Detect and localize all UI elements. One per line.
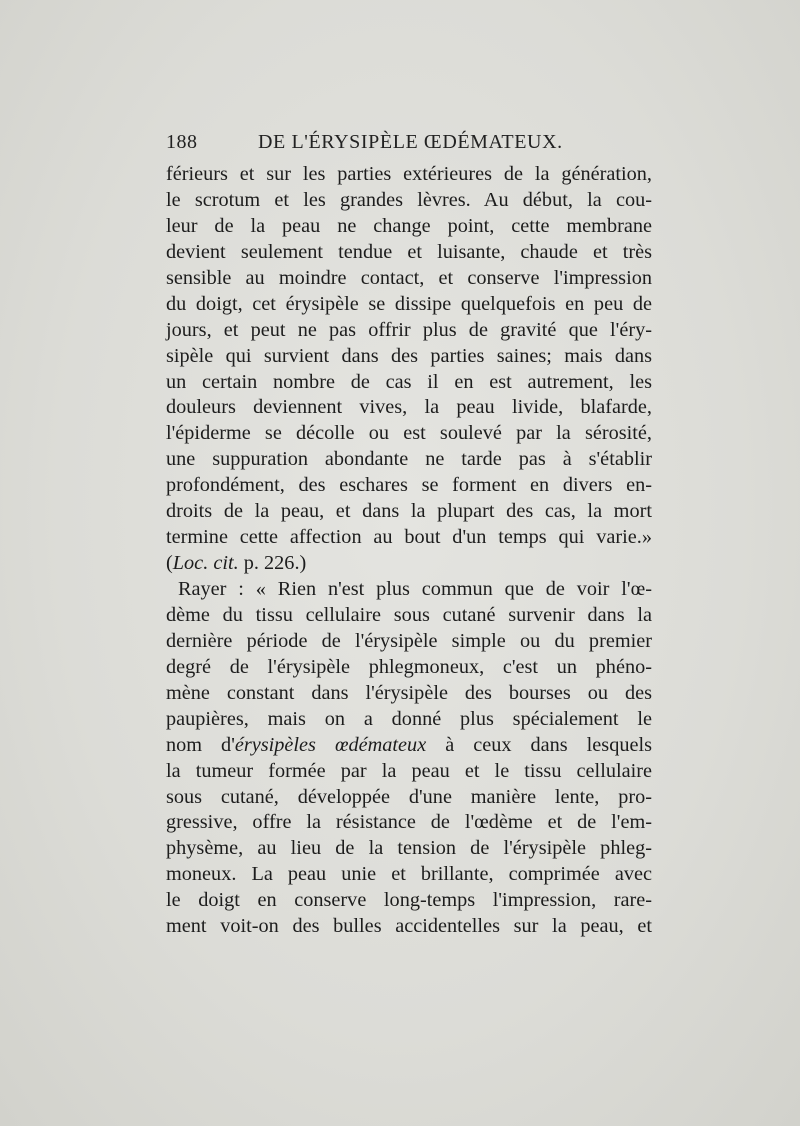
citation-page-ref: p. 226.) xyxy=(238,552,307,575)
page-header xyxy=(166,129,656,159)
text-line: physème, au lieu de la tension de l'érysipèle phleg- xyxy=(166,837,652,860)
text-line: un certain nombre de cas il en est autrement, les xyxy=(166,370,652,393)
text-line: jours, et peut ne pas offrir plus de gravité que l'éry- xyxy=(166,318,652,341)
text-line: douleurs deviennent vives, la peau livide, blafarde, xyxy=(166,396,652,419)
text-line: le doigt en conserve long-temps l'impression, rare- xyxy=(166,889,652,912)
italic-term: érysipèles œdémateux xyxy=(234,733,427,756)
text-line: profondément, des eschares se forment en divers en- xyxy=(166,474,652,497)
text-line: mène constant dans l'érysipèle des bourses ou des xyxy=(166,681,652,704)
text-line: ment voit-on des bulles accidentelles sur la peau, et xyxy=(166,915,652,938)
rayer-quote-start xyxy=(166,577,652,603)
text-line: sous cutané, développée d'une manière lente, pro- xyxy=(166,785,652,808)
text-line: la tumeur formée par la peau et le tissu cellulaire xyxy=(166,759,652,782)
text-line: degré de l'érysipèle phlegmoneux, c'est un phéno- xyxy=(166,655,652,678)
citation-loc-cit: Loc. cit. xyxy=(172,552,239,575)
text-line: devient seulement tendue et luisante, chaude et très xyxy=(166,240,652,263)
page-number: 188 xyxy=(166,131,198,153)
quote-opening: : « Rien n'est plus commun que de voir l'œ- xyxy=(226,578,652,600)
text-line: dernière période de l'érysipèle simple ou du premier xyxy=(166,629,652,652)
citation-open-paren: ( xyxy=(166,552,173,575)
text-line: sipèle qui survient dans des parties saines; mais dans xyxy=(166,344,652,367)
nom-before: nom d' xyxy=(166,733,235,756)
text-line: gressive, offre la résistance de l'œdème et de l'em- xyxy=(166,811,652,834)
citation-line xyxy=(166,551,652,577)
text-line: l'épiderme se décolle ou est soulevé par la sérosité, xyxy=(166,422,652,445)
text-line: férieurs et sur les parties extérieures de la génération, xyxy=(166,163,652,185)
text-line: leur de la peau ne change point, cette membrane xyxy=(166,214,652,237)
author-name: Rayer xyxy=(178,578,227,600)
text-line: le scrotum et les grandes lèvres. Au début, la cou- xyxy=(166,188,652,211)
text-line: du doigt, cet érysipèle se dissipe quelquefois en peu de xyxy=(166,292,652,315)
text-line: paupières, mais on a donné plus spécialement le xyxy=(166,707,652,730)
running-title: DE L'ÉRYSIPÈLE ŒDÉMATEUX. xyxy=(258,131,563,153)
text-line: sensible au moindre contact, et conserve l'impression xyxy=(166,266,652,289)
text-line: termine cette affection au bout d'un temps qui varie.» xyxy=(166,526,652,549)
text-line: dème du tissu cellulaire sous cutané survenir dans la xyxy=(166,603,652,626)
nom-line xyxy=(166,733,652,759)
text-line: droits de la peau, et dans la plupart des cas, la mort xyxy=(166,500,652,523)
text-line: moneux. La peau unie et brillante, comprimée avec xyxy=(166,863,652,886)
text-line: une suppuration abondante ne tarde pas à s'établir xyxy=(166,448,652,471)
body-text xyxy=(166,162,652,940)
nom-after: à ceux dans lesquels xyxy=(426,733,653,756)
